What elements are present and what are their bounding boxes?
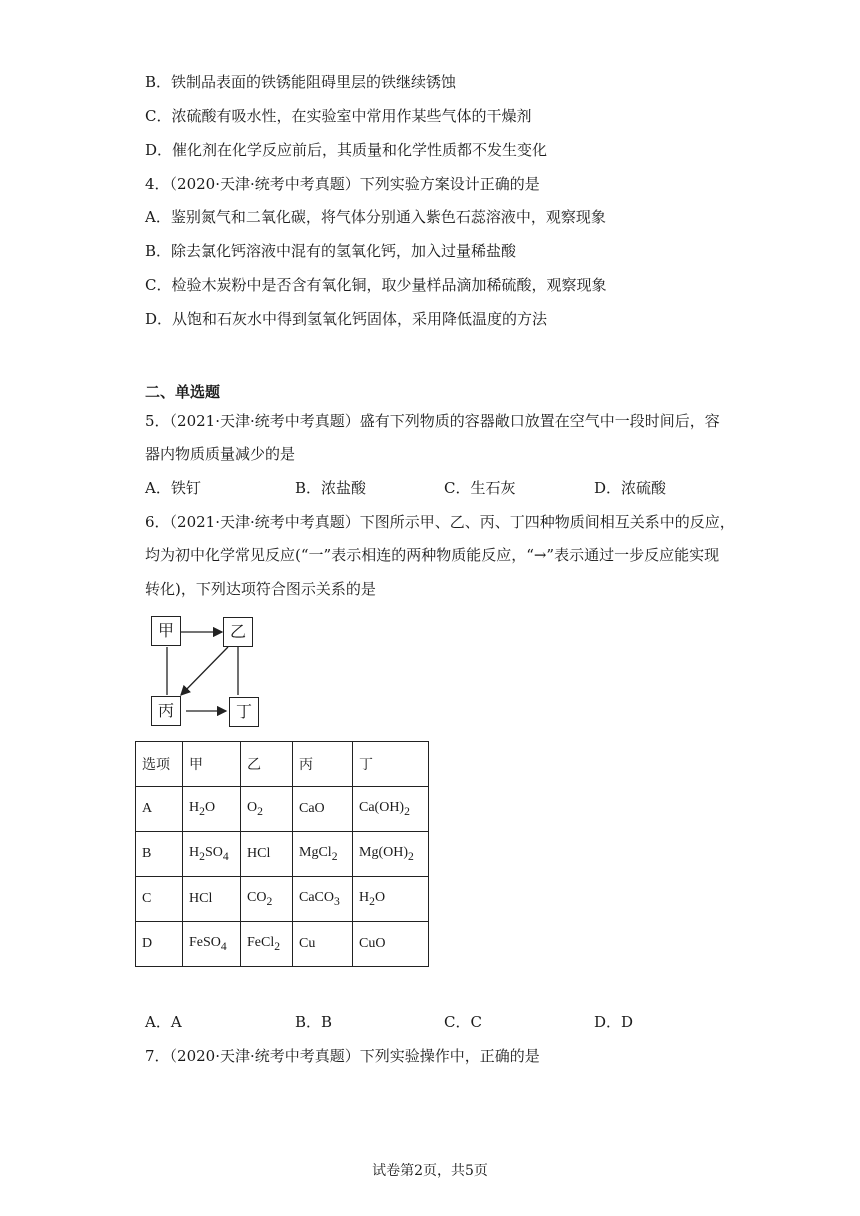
- q5-option-d: D．浓硫酸: [594, 479, 667, 497]
- table-row: [136, 922, 429, 967]
- table-cell: CuO: [353, 922, 429, 967]
- table-cell: D: [136, 922, 183, 967]
- options-table: [135, 741, 429, 967]
- q5-stem-line2: 器内物质质量减少的是: [145, 445, 296, 463]
- arrow-yi-bing: [181, 647, 228, 695]
- q3-option-d: D．催化剂在化学反应前后，其质量和化学性质都不发生变化: [145, 141, 548, 159]
- q6-option-a: A．A: [145, 1013, 182, 1031]
- table-cell: B: [136, 832, 183, 877]
- q5-option-a: A．铁钉: [145, 479, 201, 497]
- table-cell: C: [136, 877, 183, 922]
- q4-option-c: C．检验木炭粉中是否含有氧化铜，取少量样品滴加稀硫酸，观察现象: [145, 276, 607, 294]
- q5-option-b: B．浓盐酸: [295, 479, 367, 497]
- table-row: [136, 832, 429, 877]
- q4-option-d: D．从饱和石灰水中得到氢氧化钙固体，采用降低温度的方法: [145, 310, 548, 328]
- box-ding: 丁: [229, 697, 259, 727]
- q3-option-c: C．浓硫酸有吸水性，在实验室中常用作某些气体的干燥剂: [145, 107, 532, 125]
- table-cell: $Ca(OH)_2$: [353, 787, 429, 832]
- relation-diagram: [150, 614, 270, 734]
- q3-option-b: B．铁制品表面的铁锈能阻碍里层的铁继续锈蚀: [145, 73, 457, 91]
- table-cell: $O_2$: [241, 787, 293, 832]
- q6-option-c: C．C: [444, 1013, 482, 1031]
- q5-option-c: C．生石灰: [444, 479, 516, 497]
- table-cell: HCl: [183, 877, 241, 922]
- section-heading: 二、单选题: [145, 383, 221, 401]
- q6-stem-line2: 均为初中化学常见反应(“一”表示相连的两种物质能反应，“→”表示通过一步反应能实现: [145, 546, 720, 564]
- table-cell: FeSO$_4$: [183, 922, 241, 967]
- table-cell: $CO_2$: [241, 877, 293, 922]
- table-cell: MgCl$_2$: [293, 832, 353, 877]
- table-cell: $H_2O$: [353, 877, 429, 922]
- box-bing: 丙: [151, 696, 181, 726]
- table-cell: HCl: [241, 832, 293, 877]
- table-cell: $H_2O$: [183, 787, 241, 832]
- table-header-cell: 乙: [241, 742, 293, 787]
- table-cell: CaO: [293, 787, 353, 832]
- table-cell: Cu: [293, 922, 353, 967]
- table-row: [136, 787, 429, 832]
- table-header-cell: 丙: [293, 742, 353, 787]
- box-yi: 乙: [223, 617, 253, 647]
- table-header-cell: 选项: [136, 742, 183, 787]
- q6-stem-line1: 6．（2021·天津·统考中考真题）下图所示甲、乙、丙、丁四种物质间相互关系中的反应，: [145, 513, 735, 531]
- table-cell: A: [136, 787, 183, 832]
- q6-option-b: B．B: [295, 1013, 333, 1031]
- table-header-cell: 甲: [183, 742, 241, 787]
- q6-stem-line3: 转化)，下列达项符合图示关系的是: [145, 580, 376, 598]
- page-footer: 试卷第2页，共5页: [372, 1163, 488, 1179]
- table-cell: $H_2SO_4$: [183, 832, 241, 877]
- q6-option-d: D．D: [594, 1013, 634, 1031]
- box-jia: 甲: [151, 616, 181, 646]
- table-cell: CaCO$_3$: [293, 877, 353, 922]
- q7-stem: 7．（2020·天津·统考中考真题）下列实验操作中，正确的是: [145, 1047, 540, 1065]
- table-cell: $Mg(OH)_2$: [353, 832, 429, 877]
- table-cell: FeCl$_2$: [241, 922, 293, 967]
- table-header-row: [136, 742, 429, 787]
- table-row: [136, 877, 429, 922]
- q5-stem-line1: 5．（2021·天津·统考中考真题）盛有下列物质的容器敞口放置在空气中一段时间后，容: [145, 412, 720, 430]
- q4-option-a: A．鉴别氮气和二氧化碳，将气体分别通入紫色石蕊溶液中，观察现象: [145, 208, 606, 226]
- table-header-cell: 丁: [353, 742, 429, 787]
- q4-stem: 4．（2020·天津·统考中考真题）下列实验方案设计正确的是: [145, 175, 540, 193]
- q4-option-b: B．除去氯化钙溶液中混有的氢氧化钙，加入过量稀盐酸: [145, 242, 517, 260]
